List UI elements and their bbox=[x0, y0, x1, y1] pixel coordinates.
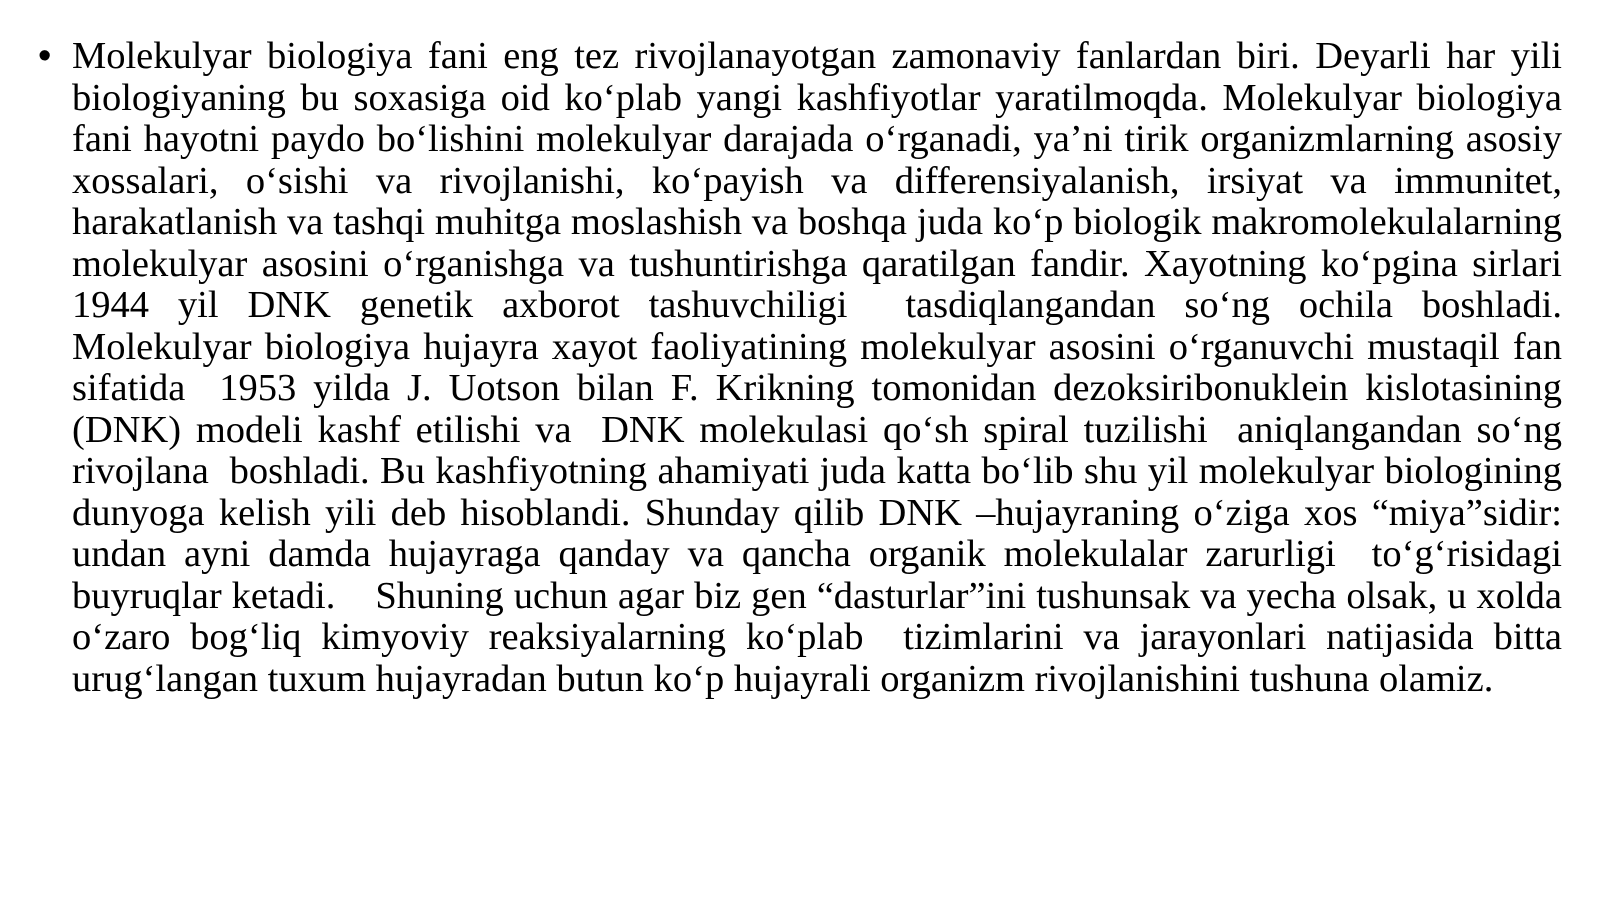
bullet-item bbox=[38, 35, 1582, 700]
bullet-list bbox=[38, 35, 1582, 700]
bullet-icon: • bbox=[38, 35, 52, 77]
body-paragraph: Molekulyar biologiya fani eng tez rivojlanayotgan zamonaviy fanlardan biri. Deyarli har yili biologiyaning bu soxasiga oid ko‘plab yangi kashfiyotlar yaratilmoqda. Molekulyar biologiya fani hayotni paydo bo‘lishini molekulyar darajada o‘rganadi, ya’ni tirik organizmlarning asosiy xossalari, o‘sishi va rivojlanishi, ko‘payish va differensiyalanish, irsiyat va immunitet, harakatlanish va tashqi muhitga moslashish va boshqa juda ko‘p biologik makromolekulalarning molekulyar asosini o‘rganishga va tushuntirishga qaratilgan fandir. Xayotning ko‘pgina sirlari 1944 yil DNK genetik axborot tashuvchiligi tasdiqlangandan so‘ng ochila boshladi. Molekulyar biologiya hujayra xayot faoliyatining molekulyar asosini o‘rganuvchi mustaqil fan sifatida 1953 yilda J. Uotson bilan F. Krikning tomonidan dezoksiribonuklein kislotasining (DNK) modeli kashf etilishi va DNK molekulasi qo‘sh spiral tuzilishi aniqlangandan so‘ng rivojlana boshladi. Bu kashfiyotning ahamiyati juda katta bo‘lib shu yil molekulyar biologining dunyoga kelish yili deb hisoblandi. Shunday qilib DNK –hujayraning o‘ziga xos “miya”sidir: undan ayni damda hujayraga qanday va qancha organik molekulalar zarurligi to‘g‘risidagi buyruqlar ketadi. Shuning uchun agar biz gen “dasturlar”ini tushunsak va yecha olsak, u xolda o‘zaro bog‘liq kimyoviy reaksiyalarning ko‘plab tizimlarini va jarayonlari natijasida bitta urug‘langan tuxum hujayradan butun ko‘p hujayrali organizm rivojlanishini tushuna olamiz. bbox=[72, 35, 1582, 700]
